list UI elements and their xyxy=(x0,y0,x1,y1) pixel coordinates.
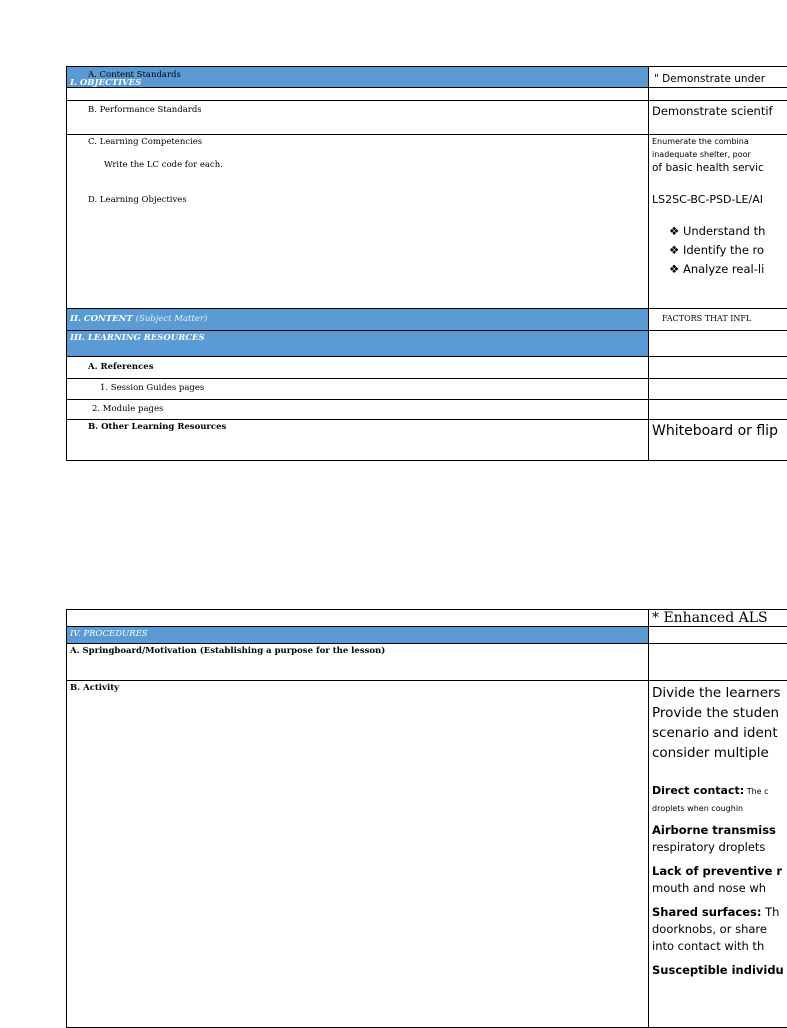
procedures-header-value-cell xyxy=(649,627,787,643)
performance-standards-value: Demonstrate scientif xyxy=(652,104,773,118)
susceptible-label: Susceptible individu xyxy=(652,963,784,977)
session-guides-row xyxy=(67,379,787,400)
content-standards-label: A. Content Standards xyxy=(88,70,181,80)
learning-resources-header-cell xyxy=(67,331,649,356)
procedures-header-row xyxy=(67,627,787,644)
shared-line2: doorknobs, or share xyxy=(652,922,767,936)
activity-label: B. Activity xyxy=(70,683,120,693)
competencies-row xyxy=(67,135,787,309)
session-guides-label: 1. Session Guides pages xyxy=(100,383,205,393)
activity-line: Provide the studen xyxy=(652,705,780,721)
activity-value-cell xyxy=(649,681,787,1027)
procedures-title-value-cell xyxy=(649,610,787,626)
learning-competencies-label: C. Learning Competencies xyxy=(88,137,203,147)
other-resources-row xyxy=(67,420,787,461)
direct-contact-label: Direct contact: xyxy=(652,784,745,797)
content-standards-cell xyxy=(67,67,649,100)
module-pages-cell xyxy=(67,400,649,419)
references-value-cell xyxy=(649,357,787,378)
shared-label: Shared surfaces: xyxy=(652,905,762,919)
other-resources-value-cell xyxy=(649,420,787,460)
learning-resources-value-cell xyxy=(649,331,787,356)
lc-value-line1: Enumerate the combina xyxy=(652,137,749,146)
content-value-cell xyxy=(649,309,787,330)
lack-line2: mouth and nose wh xyxy=(652,881,767,895)
activity-line: consider multiple xyxy=(652,745,769,761)
content-row xyxy=(67,309,787,331)
shared-line1 xyxy=(652,905,779,919)
references-label: A. References xyxy=(88,362,154,372)
content-header-cell xyxy=(67,309,649,330)
references-row xyxy=(67,357,787,379)
shared-line3: into contact with th xyxy=(652,939,765,953)
springboard-row xyxy=(67,644,787,681)
activity-line: scenario and ident xyxy=(652,725,778,741)
airborne-line2: respiratory droplets xyxy=(652,840,766,854)
session-guides-cell xyxy=(67,379,649,399)
competencies-value-cell xyxy=(649,135,787,308)
learning-resources-label: III. LEARNING RESOURCES xyxy=(70,333,205,343)
lesson-plan-table-procedures xyxy=(66,609,787,1028)
objective-bullet: ❖ Identify the ro xyxy=(669,243,765,257)
content-value: FACTORS THAT INFL xyxy=(662,314,752,323)
objective-bullet: ❖ Analyze real-li xyxy=(669,262,765,276)
procedures-title-left xyxy=(67,610,649,626)
learning-objectives-label: D. Learning Objectives xyxy=(88,195,187,205)
content-standards-value: " Demonstrate under xyxy=(654,73,766,85)
airborne-label: Airborne transmiss xyxy=(652,823,776,837)
module-pages-label: 2. Module pages xyxy=(92,404,164,414)
other-resources-cell xyxy=(67,420,649,460)
direct-contact-line1 xyxy=(652,784,769,797)
objective-bullet: ❖ Understand th xyxy=(669,224,766,238)
direct-contact-text: The c xyxy=(744,787,769,796)
objectives-label: I. OBJECTIVES xyxy=(70,78,142,88)
learning-resources-row xyxy=(67,331,787,357)
lc-code: LS2SC-BC-PSD-LE/AI xyxy=(652,193,763,206)
content-label: II. CONTENT xyxy=(70,314,133,324)
content-sub-label: (Subject Matter) xyxy=(135,314,208,324)
session-guides-value-cell xyxy=(649,379,787,399)
references-cell xyxy=(67,357,649,378)
enhanced-als-header: * Enhanced ALS xyxy=(652,610,768,626)
procedures-title-row xyxy=(67,610,787,627)
module-pages-row xyxy=(67,400,787,420)
content-header-label xyxy=(70,314,207,324)
performance-standards-value-cell xyxy=(649,101,787,134)
other-resources-value: Whiteboard or flip xyxy=(652,423,778,439)
lesson-plan-table-top xyxy=(66,66,787,461)
competencies-cell xyxy=(67,135,649,308)
activity-cell xyxy=(67,681,649,1027)
performance-standards-cell xyxy=(67,101,649,134)
lc-value-line2: inadequate shelter, poor xyxy=(652,150,751,159)
lc-value-line3: of basic health servic xyxy=(652,162,764,174)
performance-standards-row xyxy=(67,101,787,135)
content-standards-row xyxy=(67,67,787,101)
springboard-label: A. Springboard/Motivation (Establishing a purpose for the lesson) xyxy=(70,646,386,656)
lc-note-label: Write the LC code for each. xyxy=(104,160,223,170)
procedures-header-cell xyxy=(67,627,649,643)
content-standards-value-cell xyxy=(649,67,787,100)
other-resources-label: B. Other Learning Resources xyxy=(88,422,227,432)
procedures-label: IV. PROCEDURES xyxy=(70,629,148,639)
activity-row xyxy=(67,681,787,1028)
lack-label: Lack of preventive r xyxy=(652,864,783,878)
activity-line: Divide the learners xyxy=(652,685,781,701)
springboard-cell xyxy=(67,644,649,680)
module-pages-value-cell xyxy=(649,400,787,419)
direct-contact-line2: droplets when coughin xyxy=(652,804,744,813)
performance-standards-label: B. Performance Standards xyxy=(88,105,202,115)
springboard-value-cell xyxy=(649,644,787,680)
shared-text: Th xyxy=(761,905,780,919)
